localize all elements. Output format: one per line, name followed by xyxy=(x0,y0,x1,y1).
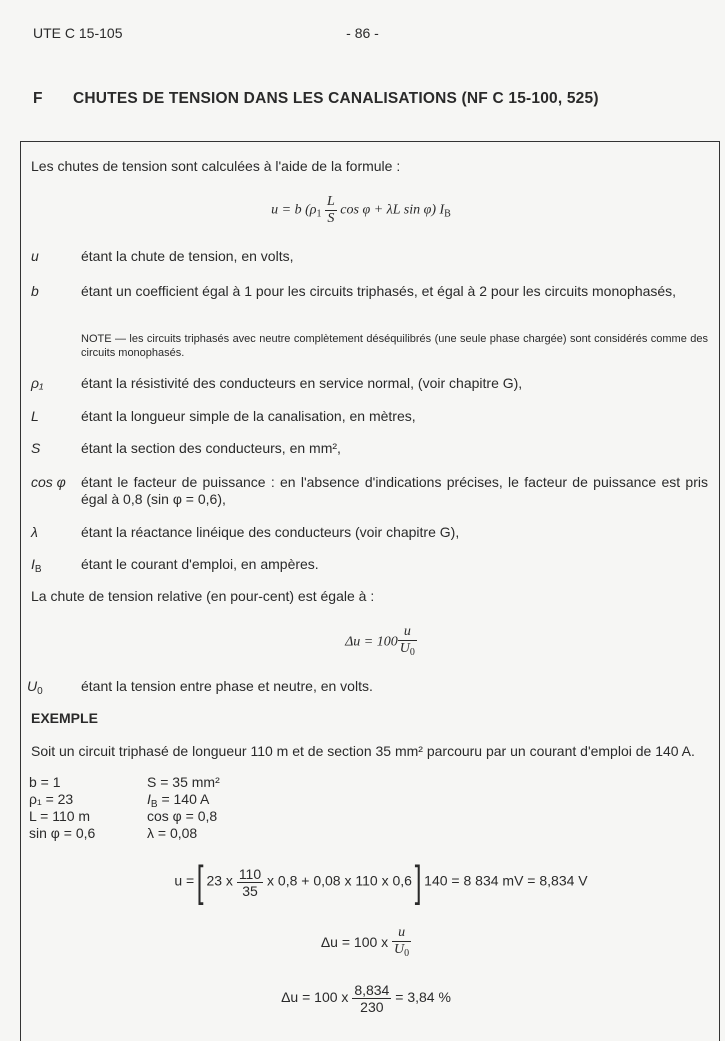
example-value-s: S = 35 mm² xyxy=(147,774,220,790)
example-text: Soit un circuit triphasé de longueur 110 m et de section 35 mm² parcouru par un courant d'emploi de 140 A. xyxy=(31,743,695,759)
def-text-s: étant la section des conducteurs, en mm², xyxy=(81,440,341,456)
note-text: NOTE — les circuits triphasés avec neutre complètement déséquilibrés (une seule phase chargée) sont considérés comme des circuits monophasés. xyxy=(81,333,708,359)
example-value-b: b = 1 xyxy=(29,774,61,790)
def-symbol-ib: $I_B$ xyxy=(31,556,42,575)
content-box xyxy=(20,141,720,1041)
example-value-rho: ρ₁ = 23 xyxy=(29,791,74,807)
u0-text: étant la tension entre phase et neutre, en volts. xyxy=(81,678,373,694)
calc-delta-result: Δu = 100 x $\frac{8,834}{230}$ = 3,84 % xyxy=(281,982,451,1015)
formula-num: L xyxy=(327,194,335,209)
formula-fraction xyxy=(325,194,337,227)
def-symbol-cos: cos φ xyxy=(31,474,66,490)
def-symbol-s: S xyxy=(31,440,41,456)
def-text-b: étant un coefficient égal à 1 pour les circuits triphasés, et égal à 2 pour les circuits monophasés, xyxy=(81,283,677,299)
intro-text: Les chutes de tension sont calculées à l'aide de la formule : xyxy=(31,158,401,174)
def-symbol-u: u xyxy=(31,248,39,264)
section-title xyxy=(33,90,599,108)
section-title-text: CHUTES DE TENSION DANS LES CANALISATIONS (NF C 15-100, 525) xyxy=(73,90,599,107)
relative-lhs: Δu = 100 xyxy=(345,634,398,650)
formula-rho-sub: 1 xyxy=(316,208,322,220)
page-number: - 86 - xyxy=(346,25,379,41)
example-value-cos: cos φ = 0,8 xyxy=(147,808,218,824)
main-formula xyxy=(11,194,711,227)
def-text-lambda: étant la réactance linéique des conducteurs (voir chapitre G), xyxy=(81,524,460,540)
def-text-l: étant la longueur simple de la canalisation, en mètres, xyxy=(81,408,416,424)
relative-fraction: $\frac{u}{U_0}$ xyxy=(399,624,415,658)
relative-intro: La chute de tension relative (en pour-cent) est égale à : xyxy=(31,588,375,604)
def-symbol-l: L xyxy=(31,408,39,424)
def-symbol-lambda: λ xyxy=(31,524,38,540)
example-value-sin: sin φ = 0,6 xyxy=(29,825,96,841)
formula-den: S xyxy=(327,211,335,226)
example-value-lambda: λ = 0,08 xyxy=(147,825,198,841)
def-symbol-b: b xyxy=(31,283,39,299)
def-text-rho: étant la résistivité des conducteurs en service normal, (voir chapitre G), xyxy=(81,375,523,391)
u0-symbol: $U_0$ xyxy=(27,678,43,697)
example-heading: EXEMPLE xyxy=(31,710,98,726)
section-letter: F xyxy=(33,90,43,107)
def-symbol-rho: ρ₁ xyxy=(31,375,44,391)
example-value-l: L = 110 m xyxy=(29,808,91,824)
formula-left: u = b (ρ xyxy=(271,202,317,218)
def-text-u: étant la chute de tension, en volts, xyxy=(81,248,294,264)
formula-right: cos φ + λL sin φ) I xyxy=(340,202,445,218)
formula-ib-sub: B xyxy=(444,208,451,220)
calc-u: u =[ 23 x $\frac{110}{35}$ x 0,8 + 0,08 x 110 x 0,6] 140 = 8 834 mV = 8,834 V xyxy=(174,857,588,906)
calc-delta-formula: Δu = 100 x $\frac{u}{U_0}$ xyxy=(320,925,410,959)
def-text-ib: étant le courant d'emploi, en ampères. xyxy=(81,556,319,572)
document-reference: UTE C 15-105 xyxy=(33,25,123,41)
def-text-cos: étant le facteur de puissance : en l'absence d'indications précises, le facteur de puissance est pris égal à 0,8 (sin φ = 0,6), xyxy=(81,474,708,507)
example-value-ib: $I_B = 140$ A xyxy=(147,791,210,810)
relative-formula xyxy=(31,624,725,661)
